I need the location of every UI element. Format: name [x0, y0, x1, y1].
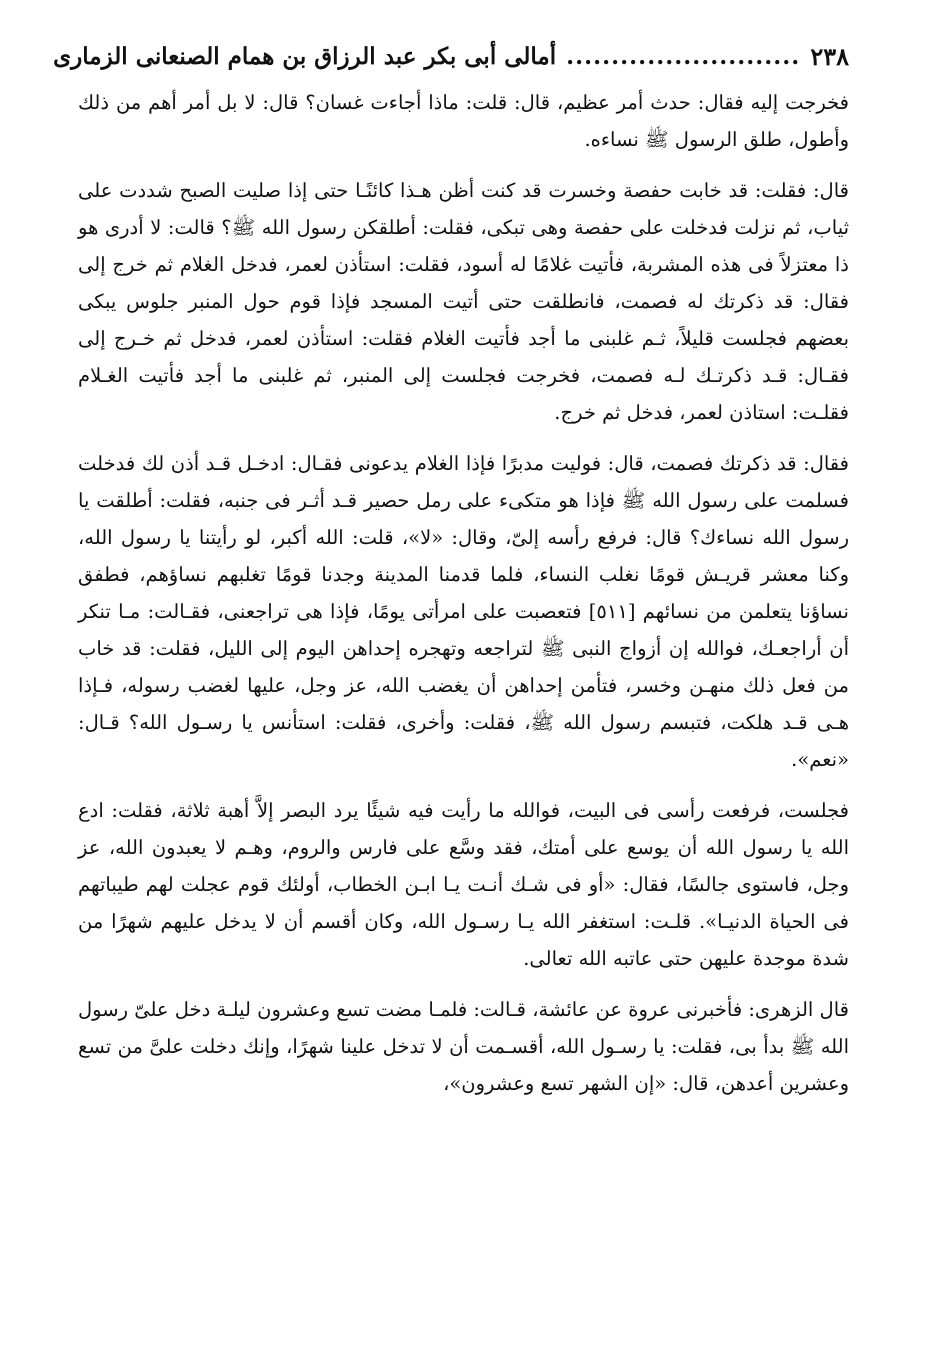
paragraph-5: قال الزهرى: فأخبرنى عروة عن عائشة، قـالت: فلمـا مضت تسع وعشرون ليلـة دخل علىّ رسول الله ﷺ بدأ بى، فقلت: يا رسـول الله، أقسـمت أن لا تدخل علينا شهرًا، وإنك دخلت علىَّ من تسع وعشرين أعدهن، قال: «إن الشهر تسع وعشرون»،	[78, 998, 849, 1095]
paragraph-3: فقال: قد ذكرتك فصمت، قال: فوليت مدبرًا فإذا الغلام يدعونى فقـال: ادخـل قـد أذن لك فدخلت فسلمت على رسول الله ﷺ فإذا هو متكىء على رمل حصير قـد أثـر فى جنبه، فقلت: أطلقت يا رسول الله نساءك؟ قال: فرفع رأسه إلىّ، وقال: «لا»، قلت: الله أكبر، لو رأيتنا يا رسول الله، وكنا معشر قريـش قومًا نغلب النساء، فلما قدمنا المدينة وجدنا قومًا تغلبهم نساؤهم، فطفق نساؤنا يتعلمن من نسائهم [٥١١] فتعصبت على امرأتى يومًا، فإذا هى تراجعنى، فقـالت: مـا تنكر أن أراجعـك، فوالله إن أزواج النبى ﷺ لتراجعه وتهجره إحداهن اليوم إلى الليل، فقلت: قد خاب من فعل ذلك منهـن وخسر، فتأمن إحداهن أن يغضب الله، عز وجل، عليها لغضب رسوله، فـإذا هـى قـد هلكت، فتبسم رسول الله ﷺ، فقلت: وأخرى، فقلت: استأنس يا رسـول الله؟ قـال: «نعم».	[78, 452, 849, 771]
book-title: أمالى أبى بكر عبد الرزاق بن همام الصنعانى الزمارى	[53, 42, 557, 70]
running-header	[53, 36, 849, 76]
text-body	[78, 84, 849, 1346]
header-dot-leader: ..........................	[566, 42, 801, 70]
paragraph-1: فخرجت إليه فقال: حدث أمر عظيم، قال: قلت: ماذا أجاءت غسان؟ قال: لا بل أمر أهم من ذلك وأطول، طلق الرسول ﷺ نساءه.	[78, 91, 849, 151]
page-number: ٢٣٨	[810, 41, 849, 71]
paragraph-4: فجلست، فرفعت رأسى فى البيت، فوالله ما رأيت فيه شيئًا يرد البصر إلاَّ أهبة ثلاثة، فقلت: ادع الله يا رسول الله أن يوسع على أمتك، فقد وسَّع على فارس والروم، وهـم لا يعبدون الله، عز وجل، فاستوى جالسًا، فقال: «أو فى شـك أنـت يـا ابـن الخطاب، أولئك قوم عجلت لهم طيباتهم فى الحياة الدنيـا». قلـت: استغفر الله يـا رسـول الله، وكان أقسم أن لا يدخل عليهم شهرًا من شدة موجدة عليهن حتى عاتبه الله تعالى.	[78, 799, 849, 970]
paragraph-2: قال: فقلت: قد خابت حفصة وخسرت قد كنت أظن هـذا كائنًـا حتى إذا صليت الصبح شددت على ثياب، ثم نزلت فدخلت على حفصة وهى تبكى، فقلت: أطلقكن رسول الله ﷺ؟ قالت: لا أدرى هو ذا معتزلاً فى هذه المشربة، فأتيت غلامًا له أسود، فقلت: استأذن لعمر، فدخل الغلام ثم خرج إلى فقال: قد ذكرتك له فصمت، فانطلقت حتى أتيت المسجد فإذا قوم حول المنبر جلوس يبكى بعضهم فجلست قليلاً، ثـم غلبنى ما أجد فأتيت الغلام فقلت: استأذن لعمر، فدخل ثم خـرج إلى فقـال: قـد ذكرتـك لـه فصمت، فخرجت فجلست إلى المنبر، ثم غلبنى ما أجد فأتيت الغـلام فقلـت: استاذن لعمر، فدخل ثم خرج.	[78, 179, 849, 424]
